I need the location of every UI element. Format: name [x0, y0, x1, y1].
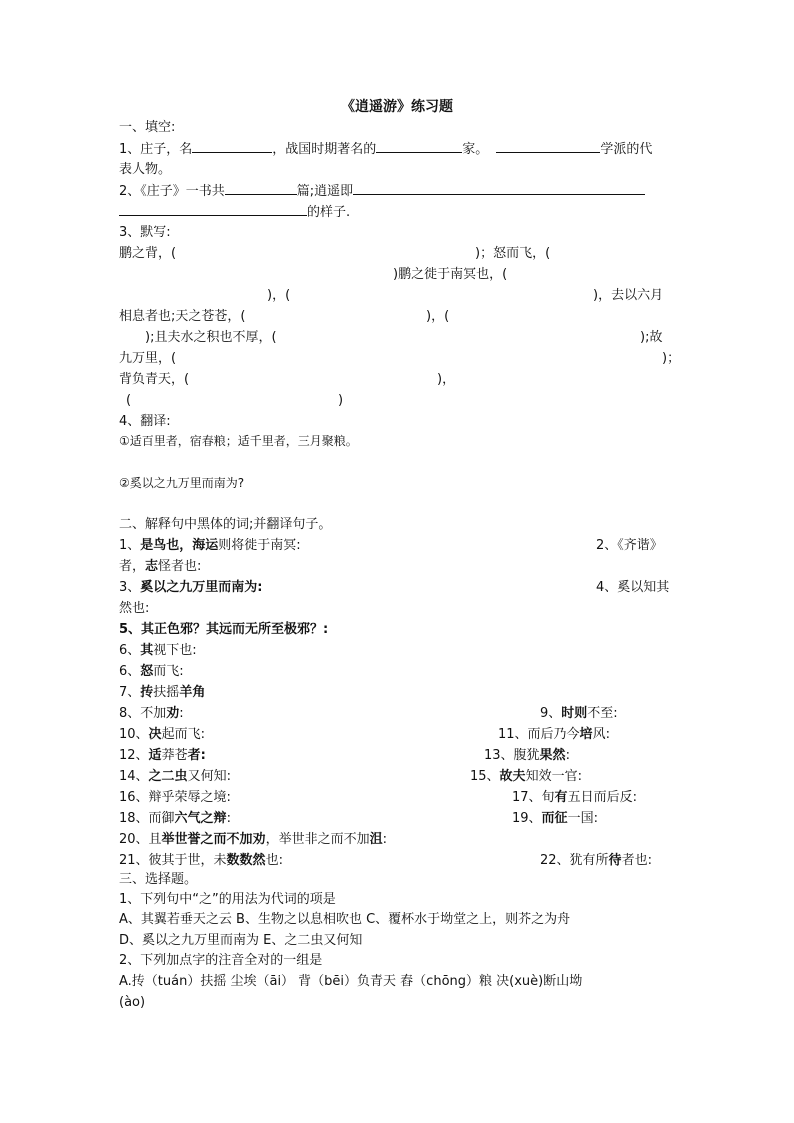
blank-field[interactable] — [192, 140, 272, 153]
explain-item-10: 10、决起而飞: — [119, 727, 205, 742]
explain-item-13: 13、腹犹果然: — [484, 748, 570, 763]
explain-item-2: 2、《齐谐》 — [596, 538, 663, 553]
explain-item-18: 18、而御六气之辩: — [119, 811, 231, 826]
dictation-line-4b: )，( — [426, 309, 450, 324]
fill-q1-line1: 1、庄子，名 ，战国时期著名的 家。 学派的代 — [119, 142, 653, 157]
section-2-heading: 二、解释句中黑体的词;并翻译句子。 — [119, 517, 332, 532]
choice-q2: 2、下列加点字的注音全对的一组是 — [119, 953, 323, 968]
dictation-line-7a: 背负青天，( — [119, 372, 190, 387]
explain-item-6b: 6、怒而飞: — [119, 664, 184, 679]
explain-item-7: 7、抟扶摇羊角 — [119, 685, 206, 700]
choice-q2-options-1: A.抟（tuán）扶摇 尘埃（āi） 背（bēi）负青天 舂（chōng）粮 决(xuè)断山坳 — [119, 974, 583, 989]
explain-item-21: 21、彼其于世，未数数然也: — [119, 853, 283, 868]
fill-q1-line2: 表人物。 — [119, 162, 172, 177]
explain-item-12: 12、适莽苍者: — [119, 748, 206, 763]
explain-item-1: 1、是鸟也，海运则将徙于南冥: — [119, 538, 301, 553]
translate-item-2: ②奚以之九万里而南为? — [119, 476, 245, 490]
choice-q1: 1、下列句中“之”的用法为代词的项是 — [119, 892, 336, 907]
explain-item-20: 20、且举世誉之而不加劝，举世非之而不加沮: — [119, 832, 387, 847]
choice-q1-options-2: D、奚以之九万里而南为 E、之二虫又何知 — [119, 933, 363, 948]
dictation-line-1b: )；怒而飞，( — [475, 246, 551, 261]
dictation-line-4a: 相息者也;天之苍苍，( — [119, 309, 246, 324]
blank-field[interactable] — [353, 182, 645, 195]
explain-item-4-cont: 然也: — [119, 601, 150, 616]
explain-item-5: 5、其正色邪？其远而无所至极邪？: — [119, 622, 329, 637]
dictation-line-3b: )，去以六月 — [593, 288, 664, 303]
explain-item-4: 4、奚以知其 — [596, 580, 670, 595]
blank-field[interactable] — [376, 140, 462, 153]
fill-q2-line1: 2、《庄子》一书共 篇;逍遥即 — [119, 182, 645, 201]
explain-item-3: 3、奚以之九万里而南为: — [119, 580, 263, 595]
section-3-heading: 三、选择题。 — [119, 872, 198, 887]
dictation-line-5b: );故 — [640, 330, 663, 345]
dictation-line-7b: )， — [437, 372, 456, 387]
section-1-heading: 一、填空: — [119, 120, 176, 135]
dictation-line-1: 鹏之背，( — [119, 246, 177, 261]
explain-item-15: 15、故夫知效一官: — [470, 769, 582, 784]
dictation-line-3a: )，( — [267, 288, 291, 303]
explain-item-17: 17、旬有五日而后反: — [512, 790, 637, 805]
blank-field[interactable] — [225, 182, 297, 195]
explain-item-9: 9、时则不至: — [540, 706, 618, 721]
dictation-heading: 3、默写: — [119, 225, 171, 240]
dictation-line-2: )鹏之徙于南冥也，( — [393, 267, 508, 282]
blank-field[interactable] — [496, 140, 600, 153]
dictation-line-6b: )； — [662, 351, 681, 366]
explain-item-14: 14、之二虫又何知: — [119, 769, 231, 784]
explain-item-6: 6、其视下也: — [119, 643, 197, 658]
explain-item-19: 19、而征一国: — [512, 811, 598, 826]
dictation-line-8b: ) — [338, 393, 344, 408]
translate-item-1: ①适百里者，宿春粮；适千里者，三月聚粮。 — [119, 434, 358, 448]
explain-item-8: 8、不加劝: — [119, 706, 184, 721]
explain-item-2-cont: 者，志怪者也: — [119, 559, 202, 574]
explain-item-11: 11、而后乃今培风: — [498, 727, 610, 742]
translate-heading: 4、翻译: — [119, 414, 171, 429]
fill-q2-line2: 的样子. — [119, 203, 350, 222]
explain-item-16: 16、辩乎荣辱之境: — [119, 790, 231, 805]
blank-field[interactable] — [119, 203, 307, 216]
choice-q2-options-2: (ào) — [119, 995, 146, 1010]
dictation-line-6a: 九万里，( — [119, 351, 177, 366]
dictation-line-5a: );且夫水之积也不厚，( — [145, 330, 277, 345]
page-title: 《逍遥游》练习题 — [341, 99, 453, 115]
dictation-line-8a: ( — [126, 393, 132, 408]
choice-q1-options-1: A、其翼若垂天之云 B、生物之以息相吹也 C、覆杯水于坳堂之上，则芥之为舟 — [119, 912, 571, 927]
explain-item-22: 22、犹有所待者也: — [540, 853, 652, 868]
